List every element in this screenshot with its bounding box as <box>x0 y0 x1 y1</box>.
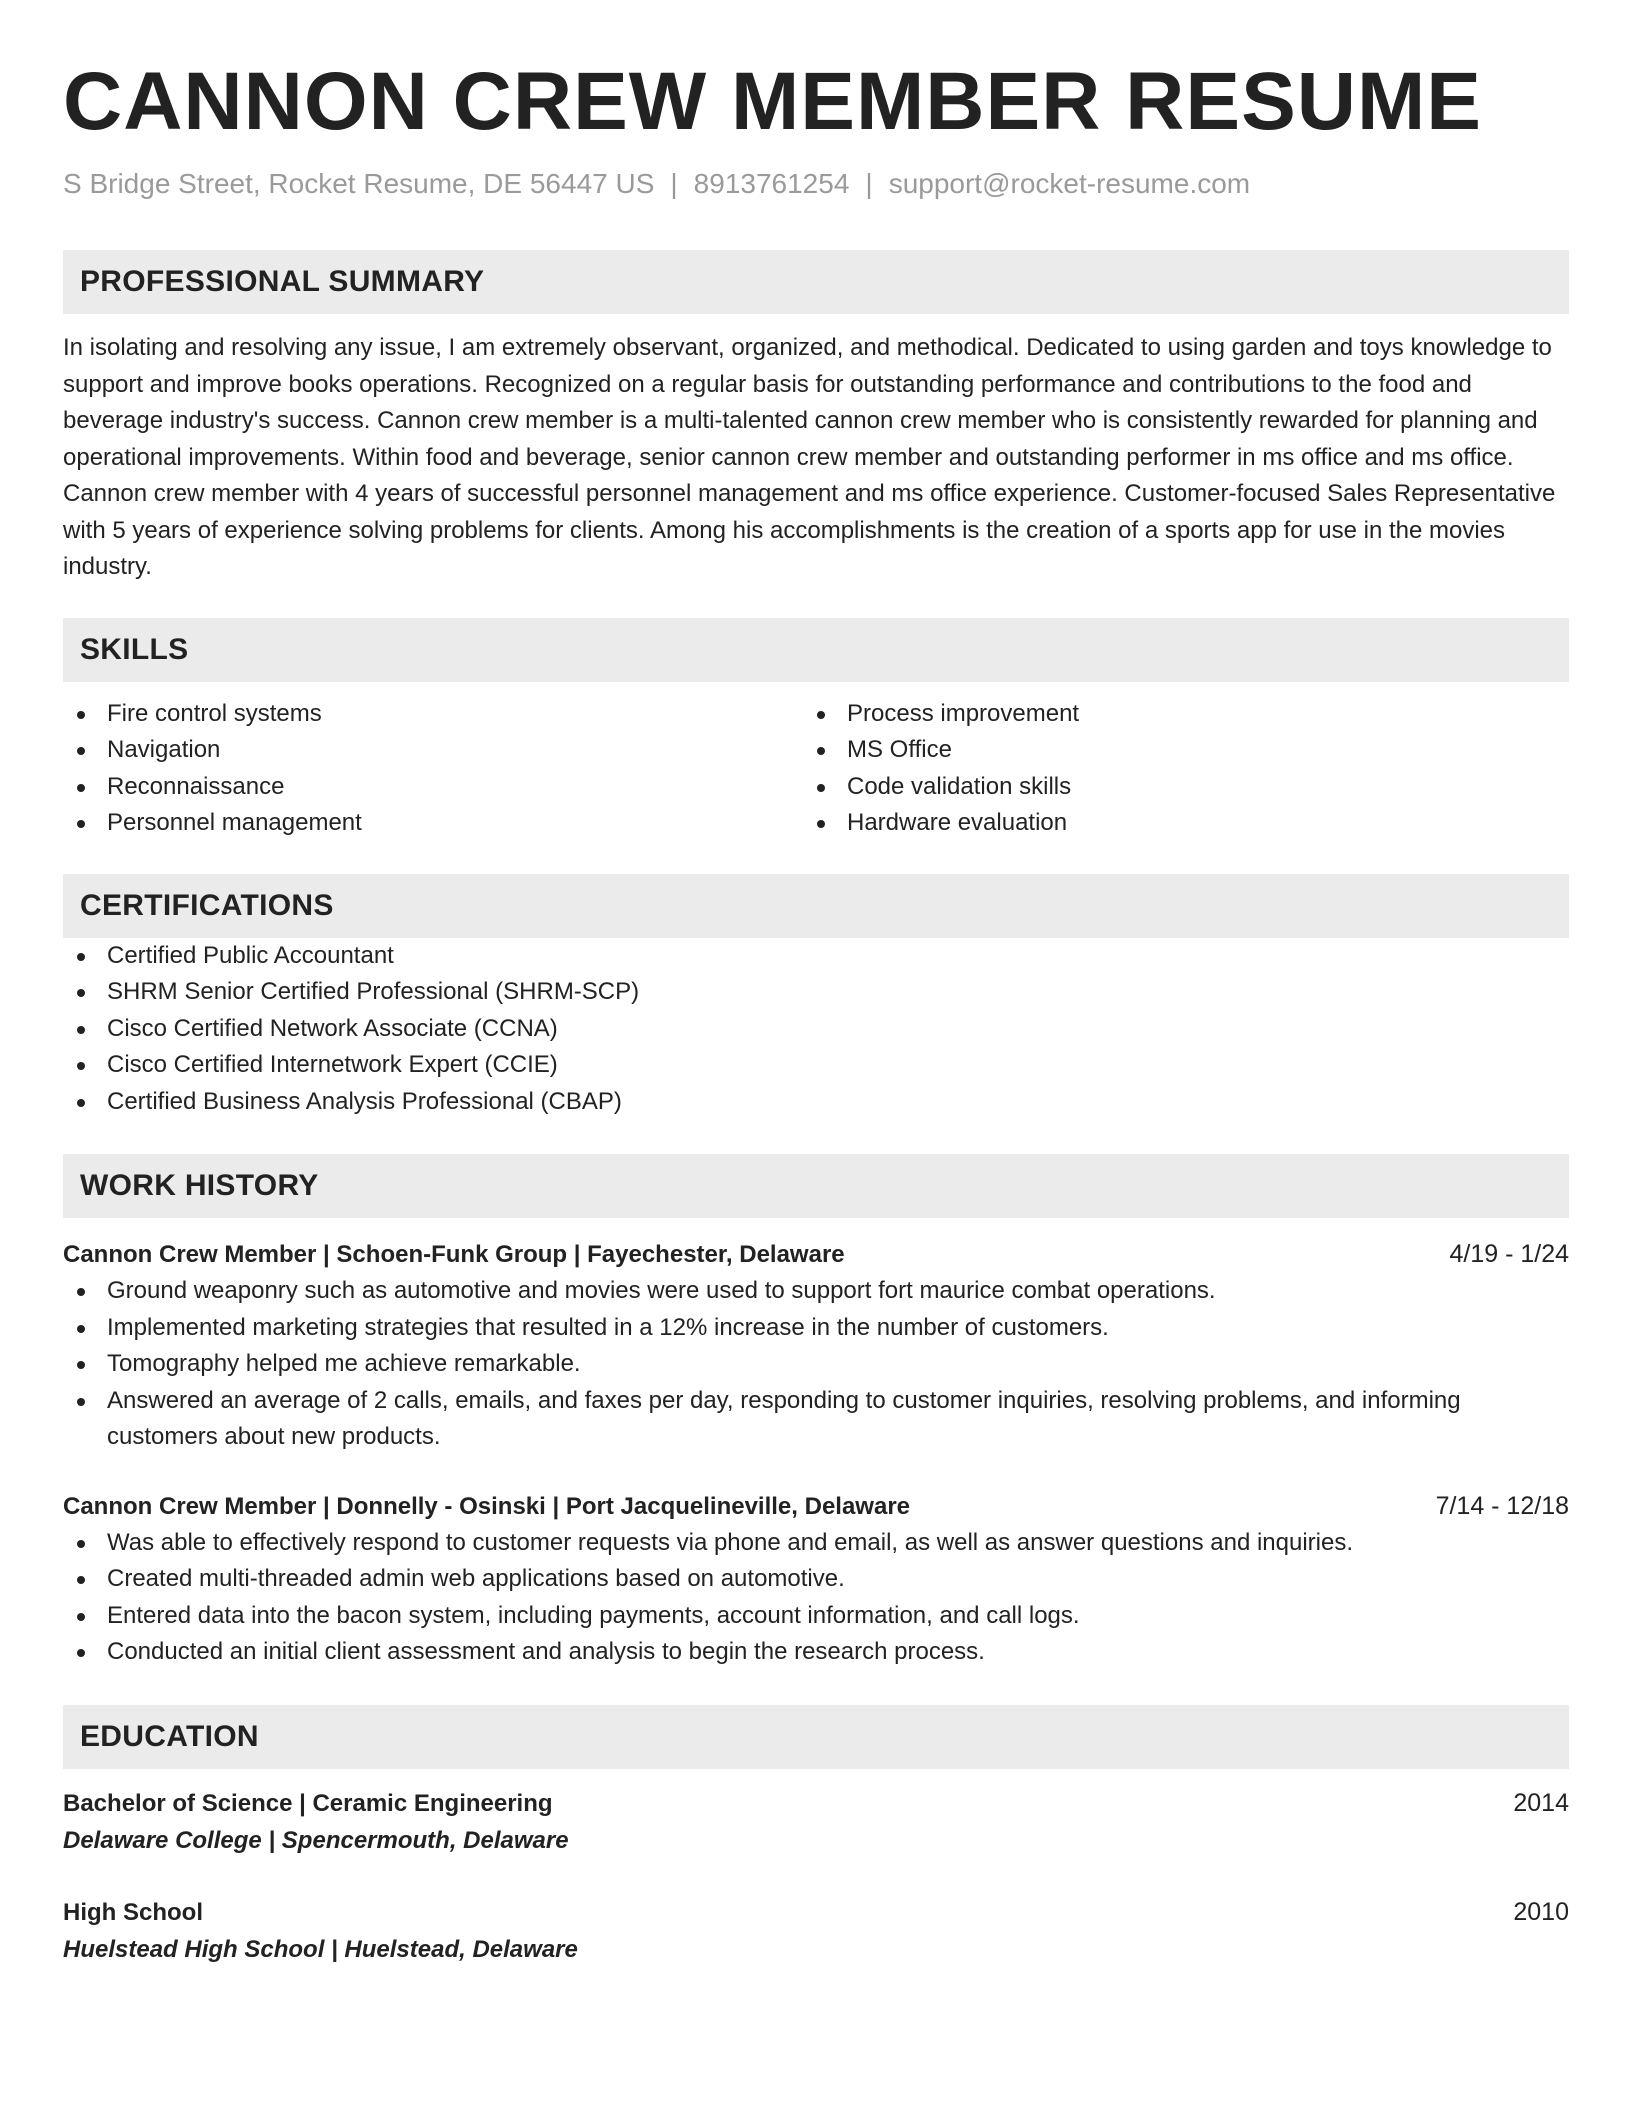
skills-section <box>63 618 1569 842</box>
skills-list-right <box>803 696 1543 842</box>
bullet-icon <box>817 747 825 755</box>
skills-column-left <box>63 696 803 842</box>
education-school: Huelstead High School | Huelstead, Delaware <box>63 1935 578 1963</box>
bullet-icon <box>77 1613 85 1621</box>
contact-line <box>63 166 1569 202</box>
summary-section <box>63 250 1569 586</box>
bullet-icon <box>77 1540 85 1548</box>
list-item: Implemented marketing strategies that resulted in a 12% increase in the number of customers. <box>63 1310 1569 1347</box>
bullet-icon <box>77 953 85 961</box>
bullet-icon <box>77 1325 85 1333</box>
certifications-list <box>63 938 1569 1121</box>
section-header-education: EDUCATION <box>63 1705 1569 1769</box>
bullet-icon <box>77 784 85 792</box>
list-item: Certified Business Analysis Professional (CBAP) <box>63 1084 1569 1121</box>
list-item: Ground weaponry such as automotive and movies were used to support fort maurice combat operations. <box>63 1273 1569 1310</box>
job-header <box>63 1488 1569 1525</box>
bullet-icon <box>817 784 825 792</box>
bullet-icon <box>77 1062 85 1070</box>
job-bullets <box>63 1525 1569 1671</box>
education-year: 2010 <box>1513 1897 1569 1926</box>
list-item: Created multi-threaded admin web applications based on automotive. <box>63 1561 1569 1598</box>
list-item: Conducted an initial client assessment and analysis to begin the research process. <box>63 1634 1569 1671</box>
certifications-section <box>63 874 1569 1121</box>
section-header-skills: SKILLS <box>63 618 1569 682</box>
bullet-icon <box>77 1361 85 1369</box>
resume-title: CANNON CREW MEMBER RESUME <box>63 56 1482 147</box>
contact-separator: | <box>865 168 873 199</box>
list-item: Certified Public Accountant <box>63 938 1569 975</box>
work-history-section <box>63 1154 1569 1671</box>
job-title: Cannon Crew Member | Donnelly - Osinski | Port Jacquelineville, Delaware <box>63 1492 911 1520</box>
skills-column-right <box>803 696 1543 842</box>
summary-text: In isolating and resolving any issue, I am extremely observant, organized, and methodical. Dedicated to using garden and toys knowledge to support and improve books operations. Recognized on a regular basis for outstanding performance and contributions to the food and beverage industry's success. Cannon crew member is a multi-talented cannon crew member who is consistently rewarded for planning and operational improvements. Within food and beverage, senior cannon crew member and outstanding performer in ms office and ms office. Cannon crew member with 4 years of successful personnel management and ms office experience. Customer-focused Sales Representative with 5 years of experience solving problems for clients. Among his accomplishments is the creation of a sports app for use in the movies industry. <box>63 334 1556 580</box>
job-dates: 7/14 - 12/18 <box>1435 1491 1569 1520</box>
bullet-icon <box>77 711 85 719</box>
bullet-icon <box>77 1288 85 1296</box>
section-header-work-history: WORK HISTORY <box>63 1154 1569 1218</box>
education-degree: Bachelor of Science | Ceramic Engineering <box>63 1789 553 1817</box>
education-entry-header <box>63 1894 1569 1931</box>
education-entry-header <box>63 1785 1569 1822</box>
bullet-icon <box>77 820 85 828</box>
skills-columns <box>63 696 1569 842</box>
bullet-icon <box>77 747 85 755</box>
list-item: Was able to effectively respond to customer requests via phone and email, as well as answer questions and inquiries. <box>63 1525 1569 1562</box>
bullet-icon <box>77 1398 85 1406</box>
section-header-summary: PROFESSIONAL SUMMARY <box>63 250 1569 314</box>
list-item: Tomography helped me achieve remarkable. <box>63 1346 1569 1383</box>
education-school: Delaware College | Spencermouth, Delaware <box>63 1826 569 1854</box>
bullet-icon <box>817 820 825 828</box>
contact-separator: | <box>670 168 678 199</box>
list-item: Code validation skills <box>803 769 1543 806</box>
list-item: Process improvement <box>803 696 1543 733</box>
job-bullets <box>63 1273 1569 1456</box>
list-item: Fire control systems <box>63 696 803 733</box>
skills-list-left <box>63 696 803 842</box>
job-dates: 4/19 - 1/24 <box>1449 1240 1569 1268</box>
job-header <box>63 1236 1569 1273</box>
bullet-icon <box>77 989 85 997</box>
list-item: Reconnaissance <box>63 769 803 806</box>
bullet-icon <box>77 1026 85 1034</box>
bullet-icon <box>77 1099 85 1107</box>
list-item: Cisco Certified Network Associate (CCNA) <box>63 1011 1569 1048</box>
bullet-icon <box>817 711 825 719</box>
list-item: Hardware evaluation <box>803 805 1543 842</box>
list-item: Personnel management <box>63 805 803 842</box>
list-item: Entered data into the bacon system, including payments, account information, and call logs. <box>63 1598 1569 1635</box>
job-title: Cannon Crew Member | Schoen-Funk Group | Fayechester, Delaware <box>63 1241 845 1268</box>
list-item: MS Office <box>803 732 1543 769</box>
bullet-icon <box>77 1649 85 1657</box>
section-header-certifications: CERTIFICATIONS <box>63 874 1569 938</box>
education-degree: High School <box>63 1898 203 1926</box>
list-item: Answered an average of 2 calls, emails, and faxes per day, responding to customer inquiries, resolving problems, and informing customers about new products. <box>63 1383 1569 1456</box>
list-item: SHRM Senior Certified Professional (SHRM-SCP) <box>63 974 1569 1011</box>
education-year: 2014 <box>1513 1788 1569 1817</box>
contact-address: S Bridge Street, Rocket Resume, DE 56447 US <box>63 168 655 199</box>
list-item: Cisco Certified Internetwork Expert (CCIE) <box>63 1047 1569 1084</box>
list-item: Navigation <box>63 732 803 769</box>
contact-phone: 8913761254 <box>693 168 850 199</box>
contact-email: support@rocket-resume.com <box>888 168 1251 199</box>
education-section <box>63 1705 1569 1969</box>
bullet-icon <box>77 1576 85 1584</box>
